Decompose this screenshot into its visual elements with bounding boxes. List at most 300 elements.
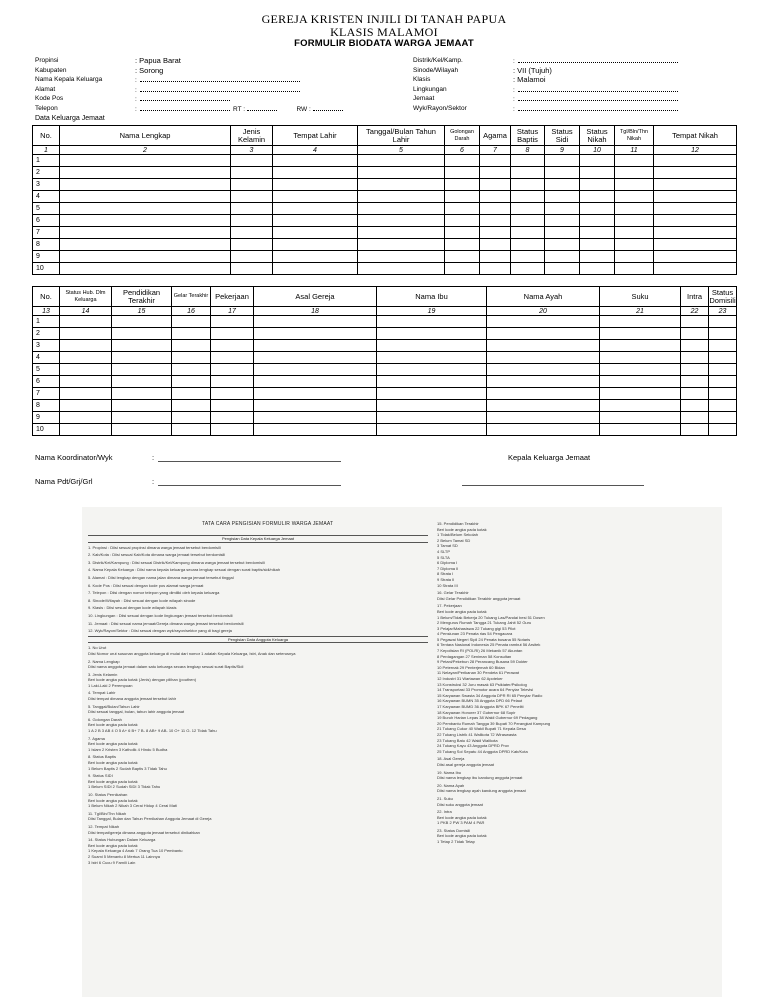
t2-cell[interactable] (254, 412, 377, 424)
t1-cell[interactable] (231, 251, 273, 263)
info-right-value[interactable] (513, 66, 733, 76)
t2-cell[interactable] (487, 364, 600, 376)
t2-cell[interactable] (709, 388, 737, 400)
info-left-label: Nama Kepala Keluarga (35, 76, 103, 83)
t2-cell[interactable] (112, 364, 172, 376)
t2-cell[interactable] (172, 316, 211, 328)
t1-cell[interactable] (580, 239, 615, 251)
t2-cell[interactable] (487, 340, 600, 352)
info-right-value[interactable] (513, 104, 733, 114)
t2-cell[interactable] (377, 364, 487, 376)
t2-cell[interactable] (254, 364, 377, 376)
t1-cell[interactable] (511, 227, 545, 239)
t1-cell[interactable] (580, 215, 615, 227)
t2-cell[interactable] (112, 340, 172, 352)
t1-cell[interactable] (545, 203, 580, 215)
t2-column-number: 20 (487, 307, 600, 316)
pdt-signature-line[interactable] (158, 485, 341, 486)
t1-cell[interactable] (445, 251, 480, 263)
t1-cell[interactable] (654, 203, 737, 215)
t1-cell[interactable] (480, 203, 511, 215)
instructions-right-line: 25 Tukang Sol Sepatu 44 Anggota DPRD Kab/Kota (437, 748, 528, 754)
t2-cell[interactable] (681, 328, 709, 340)
t2-cell[interactable] (487, 412, 600, 424)
t1-cell[interactable] (358, 155, 445, 167)
t2-row-number: 7 (33, 388, 60, 400)
t2-column-number: 13 (33, 307, 60, 316)
t2-cell[interactable] (172, 364, 211, 376)
t1-cell[interactable] (60, 251, 231, 263)
t1-cell[interactable] (60, 191, 231, 203)
instructions-right-column (437, 519, 717, 845)
t1-cell[interactable] (654, 191, 737, 203)
t2-cell[interactable] (172, 340, 211, 352)
t2-cell[interactable] (600, 412, 681, 424)
t1-cell[interactable] (358, 215, 445, 227)
t2-cell[interactable] (112, 424, 172, 436)
t1-cell[interactable] (60, 239, 231, 251)
t1-cell[interactable] (273, 167, 358, 179)
info-left-value[interactable] (135, 56, 365, 66)
t1-cell[interactable] (480, 155, 511, 167)
instructions-left-line: 12. Tempat Nikah (88, 823, 120, 829)
t2-cell[interactable] (709, 424, 737, 436)
t2-cell[interactable] (377, 376, 487, 388)
instructions-left-line: 1 A 2 B 3 AB 4 O 5 A+ 6 B+ 7 B- 8 AB+ 9 AB- 10 O+ 11 O- 12 Tidak Tahu (88, 728, 217, 734)
info-left-row (35, 66, 365, 76)
t2-cell[interactable] (211, 376, 254, 388)
t1-cell[interactable] (358, 203, 445, 215)
t2-cell[interactable] (709, 412, 737, 424)
t1-cell[interactable] (480, 167, 511, 179)
t2-header: No. (33, 287, 60, 307)
t1-cell[interactable] (480, 191, 511, 203)
t2-column-number: 23 (709, 307, 737, 316)
t2-cell[interactable] (487, 328, 600, 340)
t2-cell[interactable] (377, 424, 487, 436)
t1-cell[interactable] (480, 179, 511, 191)
t2-cell[interactable] (487, 388, 600, 400)
info-right-value[interactable] (513, 94, 733, 104)
t1-row-number: 7 (33, 227, 60, 239)
t1-cell[interactable] (358, 227, 445, 239)
t2-cell[interactable] (112, 412, 172, 424)
t2-cell[interactable] (254, 328, 377, 340)
t1-header: Golongan Darah (445, 126, 480, 146)
t1-cell[interactable] (545, 155, 580, 167)
info-right-row (413, 56, 733, 66)
t2-cell[interactable] (254, 400, 377, 412)
t2-cell[interactable] (487, 424, 600, 436)
t1-cell[interactable] (545, 191, 580, 203)
t2-cell[interactable] (112, 376, 172, 388)
t2-cell[interactable] (600, 400, 681, 412)
t2-cell[interactable] (377, 352, 487, 364)
t1-cell[interactable] (511, 239, 545, 251)
t2-cell[interactable] (377, 388, 487, 400)
t1-cell[interactable] (545, 215, 580, 227)
t1-cell[interactable] (231, 227, 273, 239)
t2-cell[interactable] (254, 340, 377, 352)
t2-cell[interactable] (377, 412, 487, 424)
instructions-left-line: 3. Distrik/Kel/Kampung : Diisi sesuai Distrik/Kel/Kampung dimana warga jemaat tersebut berdomisili (88, 559, 265, 565)
info-left-label: Telepon (35, 104, 58, 112)
t2-cell[interactable] (709, 328, 737, 340)
t2-cell[interactable] (600, 364, 681, 376)
t2-cell[interactable] (112, 328, 172, 340)
t2-cell[interactable] (487, 376, 600, 388)
info-left-value-text: : Papua Barat (135, 56, 181, 65)
info-right (413, 56, 733, 113)
info-left-value[interactable] (135, 66, 365, 76)
t1-cell[interactable] (273, 215, 358, 227)
instructions-left-line: Beri kode angka pada kotak (88, 842, 138, 848)
t1-cell[interactable] (480, 227, 511, 239)
t2-cell[interactable] (254, 316, 377, 328)
t1-cell[interactable] (545, 263, 580, 275)
t1-cell[interactable] (231, 179, 273, 191)
t2-cell[interactable] (60, 364, 112, 376)
t1-cell[interactable] (654, 239, 737, 251)
t1-cell[interactable] (445, 239, 480, 251)
t1-cell[interactable] (545, 239, 580, 251)
t2-cell[interactable] (211, 364, 254, 376)
t2-cell[interactable] (377, 400, 487, 412)
instructions-right-line: 3 Tamat SD (437, 543, 458, 549)
t1-cell[interactable] (445, 263, 480, 275)
t1-header: Tempat Lahir (273, 126, 358, 146)
t2-cell[interactable] (211, 424, 254, 436)
t2-header: Nama Ibu (377, 287, 487, 307)
t1-cell[interactable] (60, 155, 231, 167)
t2-cell[interactable] (60, 316, 112, 328)
t1-cell[interactable] (615, 203, 654, 215)
t1-cell[interactable] (545, 251, 580, 263)
t1-cell[interactable] (654, 251, 737, 263)
t1-cell[interactable] (358, 167, 445, 179)
t2-cell[interactable] (211, 316, 254, 328)
t2-cell[interactable] (681, 340, 709, 352)
t2-cell[interactable] (487, 316, 600, 328)
t1-cell[interactable] (445, 167, 480, 179)
t1-cell[interactable] (273, 179, 358, 191)
t1-cell[interactable] (231, 203, 273, 215)
t1-cell[interactable] (511, 215, 545, 227)
t2-cell[interactable] (600, 316, 681, 328)
t1-cell[interactable] (231, 191, 273, 203)
t1-cell[interactable] (615, 155, 654, 167)
t2-cell[interactable] (211, 340, 254, 352)
t1-cell[interactable] (231, 263, 273, 275)
t1-cell[interactable] (358, 179, 445, 191)
t2-header: Pekerjaan (211, 287, 254, 307)
info-right-row (413, 104, 733, 114)
t1-cell[interactable] (511, 167, 545, 179)
t1-cell[interactable] (615, 227, 654, 239)
classis-name: KLASIS MALAMOI (330, 25, 438, 39)
t1-cell[interactable] (511, 179, 545, 191)
rt-field[interactable] (247, 104, 277, 111)
t1-cell[interactable] (511, 251, 545, 263)
info-right-dotted-line (518, 104, 678, 111)
t2-cell[interactable] (681, 364, 709, 376)
t2-cell[interactable] (709, 400, 737, 412)
t1-cell[interactable] (445, 227, 480, 239)
t1-cell[interactable] (580, 263, 615, 275)
t2-cell[interactable] (60, 424, 112, 436)
instructions-right-line: Beri kode angka pada kotak (437, 833, 487, 839)
t2-cell[interactable] (112, 352, 172, 364)
t1-cell[interactable] (615, 191, 654, 203)
instructions-title: TATA CARA PENGISIAN FORMULIR WARGA JEMAAT (202, 521, 334, 527)
t1-cell[interactable] (231, 215, 273, 227)
t2-cell[interactable] (487, 352, 600, 364)
instructions-right-line: Diisi asal gereja anggota jemaat (437, 761, 494, 767)
instructions-left-line: 9. Klasis : Diisi sesuai dengan kode wilayah klasis (88, 605, 177, 611)
t1-cell[interactable] (615, 179, 654, 191)
t1-cell[interactable] (580, 251, 615, 263)
t1-cell[interactable] (445, 191, 480, 203)
t1-number-row (33, 146, 737, 155)
t2-cell[interactable] (600, 340, 681, 352)
t1-cell[interactable] (358, 251, 445, 263)
t2-cell[interactable] (60, 388, 112, 400)
t2-cell[interactable] (600, 376, 681, 388)
t2-cell[interactable] (487, 400, 600, 412)
family-head-signature-line[interactable] (462, 485, 644, 486)
info-right-value-text: : (513, 105, 515, 113)
t1-cell[interactable] (615, 263, 654, 275)
t2-cell[interactable] (60, 400, 112, 412)
t2-cell[interactable] (681, 400, 709, 412)
t1-cell[interactable] (580, 191, 615, 203)
info-right-label: Lingkungan (413, 85, 447, 93)
info-left-value-text: : (135, 86, 137, 94)
t2-cell[interactable] (172, 424, 211, 436)
t2-cell[interactable] (172, 400, 211, 412)
t1-cell[interactable] (231, 239, 273, 251)
t1-cell[interactable] (654, 167, 737, 179)
t2-cell[interactable] (254, 388, 377, 400)
t2-cell[interactable] (211, 352, 254, 364)
instructions-left-line: 2. Kab/Kota : Diisi sesuai Kab/Kota dimana warga jemaat tersebut berdomisili (88, 552, 226, 558)
t1-cell[interactable] (480, 239, 511, 251)
t1-cell[interactable] (511, 263, 545, 275)
instructions-right-line: 9 Petani/Pekebun 28 Perancang Busana 59 Dokter (437, 659, 528, 665)
t1-cell[interactable] (580, 203, 615, 215)
t2-cell[interactable] (60, 340, 112, 352)
t1-row (33, 263, 737, 275)
t1-row-number: 3 (33, 179, 60, 191)
instructions-left-line: 2 Suami 5 Menantu 8 Mertua 11 Lainnya (88, 853, 160, 859)
coordinator-signature-line[interactable] (158, 461, 341, 462)
t1-cell[interactable] (545, 179, 580, 191)
t2-cell[interactable] (709, 352, 737, 364)
t1-cell[interactable] (654, 215, 737, 227)
t1-cell[interactable] (60, 263, 231, 275)
t2-cell[interactable] (60, 412, 112, 424)
t2-cell[interactable] (600, 388, 681, 400)
info-left-value-text: : (135, 77, 137, 84)
t1-cell[interactable] (511, 203, 545, 215)
t1-cell[interactable] (480, 251, 511, 263)
info-left-row (35, 94, 365, 104)
t2-cell[interactable] (211, 412, 254, 424)
t1-cell[interactable] (615, 167, 654, 179)
t2-cell[interactable] (377, 340, 487, 352)
t1-cell[interactable] (358, 191, 445, 203)
t2-cell[interactable] (709, 364, 737, 376)
instructions-left-line: 3. Jenis Kelamin (88, 671, 118, 677)
info-left-value[interactable] (135, 75, 365, 85)
t2-cell[interactable] (172, 412, 211, 424)
t2-column-number: 22 (681, 307, 709, 316)
t1-cell[interactable] (445, 155, 480, 167)
t2-cell[interactable] (681, 316, 709, 328)
info-right-value[interactable] (513, 56, 733, 66)
info-right-row (413, 75, 733, 85)
info-left-value-text: : (135, 96, 137, 103)
t2-cell[interactable] (681, 424, 709, 436)
instructions-right-line: 18 Karyawan Honorer 37 Gubernur 68 Sopir (437, 709, 516, 715)
t1-cell[interactable] (445, 203, 480, 215)
t1-cell[interactable] (273, 239, 358, 251)
info-left-row (35, 85, 365, 95)
t2-cell[interactable] (709, 376, 737, 388)
t1-cell[interactable] (480, 263, 511, 275)
t1-cell[interactable] (545, 167, 580, 179)
t2-cell[interactable] (254, 424, 377, 436)
info-left-value[interactable] (135, 94, 365, 104)
t2-cell[interactable] (112, 316, 172, 328)
t1-row (33, 239, 737, 251)
instructions-left-line: Beri kode angka pada kotak (88, 760, 138, 765)
t1-cell[interactable] (654, 227, 737, 239)
info-right-label: Jemaat (413, 95, 435, 102)
t1-cell[interactable] (273, 263, 358, 275)
t1-cell[interactable] (358, 263, 445, 275)
t2-cell[interactable] (112, 388, 172, 400)
t2-cell[interactable] (172, 376, 211, 388)
t1-cell[interactable] (60, 179, 231, 191)
t2-cell[interactable] (60, 352, 112, 364)
t2-cell[interactable] (60, 376, 112, 388)
t1-cell[interactable] (231, 167, 273, 179)
t2-cell[interactable] (254, 352, 377, 364)
t1-cell[interactable] (580, 155, 615, 167)
t2-cell[interactable] (600, 352, 681, 364)
t1-column-number: 7 (480, 146, 511, 155)
t1-cell[interactable] (358, 239, 445, 251)
t2-cell[interactable] (377, 316, 487, 328)
t1-cell[interactable] (580, 227, 615, 239)
t1-column-number: 9 (545, 146, 580, 155)
t2-cell[interactable] (172, 352, 211, 364)
t1-cell[interactable] (273, 227, 358, 239)
info-left-label: Kabupaten (35, 66, 67, 74)
t1-cell[interactable] (480, 215, 511, 227)
t1-cell[interactable] (231, 155, 273, 167)
t1-cell[interactable] (545, 227, 580, 239)
t1-cell[interactable] (615, 215, 654, 227)
coordinator-label: Nama Koordinator/Wyk (35, 453, 113, 462)
t1-cell[interactable] (580, 179, 615, 191)
t1-header: Status Nikah (580, 126, 615, 146)
t2-cell[interactable] (211, 388, 254, 400)
t2-cell[interactable] (681, 388, 709, 400)
t2-cell[interactable] (211, 400, 254, 412)
t1-cell[interactable] (615, 239, 654, 251)
instructions-left-line: Diisi sesuai tanggal, bulan, tahun lahir anggota jemaat (88, 709, 185, 715)
t1-cell[interactable] (273, 203, 358, 215)
t1-cell[interactable] (60, 203, 231, 215)
t1-cell[interactable] (445, 179, 480, 191)
t2-cell[interactable] (600, 424, 681, 436)
t2-cell[interactable] (172, 328, 211, 340)
t1-cell[interactable] (654, 263, 737, 275)
t2-cell[interactable] (254, 376, 377, 388)
t1-cell[interactable] (511, 191, 545, 203)
t2-cell[interactable] (112, 400, 172, 412)
t1-cell[interactable] (60, 167, 231, 179)
info-right-value[interactable] (513, 75, 733, 85)
t1-column-number: 8 (511, 146, 545, 155)
rw-field[interactable] (313, 104, 343, 111)
t2-cell[interactable] (60, 328, 112, 340)
t1-column-number: 1 (33, 146, 60, 155)
t1-cell[interactable] (273, 191, 358, 203)
t1-cell[interactable] (60, 227, 231, 239)
t1-cell[interactable] (580, 167, 615, 179)
rw-label: RW : (296, 105, 311, 113)
t1-cell[interactable] (654, 155, 737, 167)
rt-rw (233, 104, 343, 115)
t2-cell[interactable] (172, 388, 211, 400)
t2-cell[interactable] (681, 412, 709, 424)
t1-column-number: 5 (358, 146, 445, 155)
t2-cell[interactable] (211, 328, 254, 340)
t2-header: Pendidikan Terakhir (112, 287, 172, 307)
info-left-value-text: : (135, 105, 137, 113)
info-left-value-text: : Sorong (135, 65, 164, 75)
t1-cell[interactable] (654, 179, 737, 191)
rt-label: RT : (233, 105, 246, 113)
t1-cell[interactable] (60, 215, 231, 227)
t2-cell[interactable] (681, 352, 709, 364)
t2-cell[interactable] (681, 376, 709, 388)
instructions-left-line: 8. Sinode/Wilayah : Diisi sesuai dengan kode wilayah sinode (88, 597, 196, 603)
info-left-row (35, 56, 365, 66)
t2-cell[interactable] (377, 328, 487, 340)
t1-cell[interactable] (273, 251, 358, 263)
t2-cell[interactable] (709, 340, 737, 352)
info-left-value[interactable] (135, 85, 365, 95)
t2-row (33, 316, 737, 328)
t2-cell[interactable] (600, 328, 681, 340)
t1-cell[interactable] (615, 251, 654, 263)
info-right-value[interactable] (513, 85, 733, 95)
instructions-left-line: Beri kode angka pada kotak (88, 741, 138, 747)
t1-cell[interactable] (273, 155, 358, 167)
t2-cell[interactable] (709, 316, 737, 328)
family-table-1 (32, 125, 737, 275)
instructions-right-line: 19 Buruh Harian Lepas 38 Wakil Gubernur 69 Pedagang (437, 715, 538, 721)
instructions-right-line: 14 Transportasi 33 Promotor acara 64 Penyiar Televisi (437, 687, 534, 693)
t1-cell[interactable] (511, 155, 545, 167)
instructions-left-line: 5. Alamat : Diisi lengkap dengan nama jalan dimana warga jemaat tersebut tinggal (88, 574, 234, 580)
instructions-left-line: 1. Propinsi : Diisi sesuai propinsi dimana warga jemaat tersebut berdomisili (88, 544, 221, 550)
t1-cell[interactable] (445, 215, 480, 227)
